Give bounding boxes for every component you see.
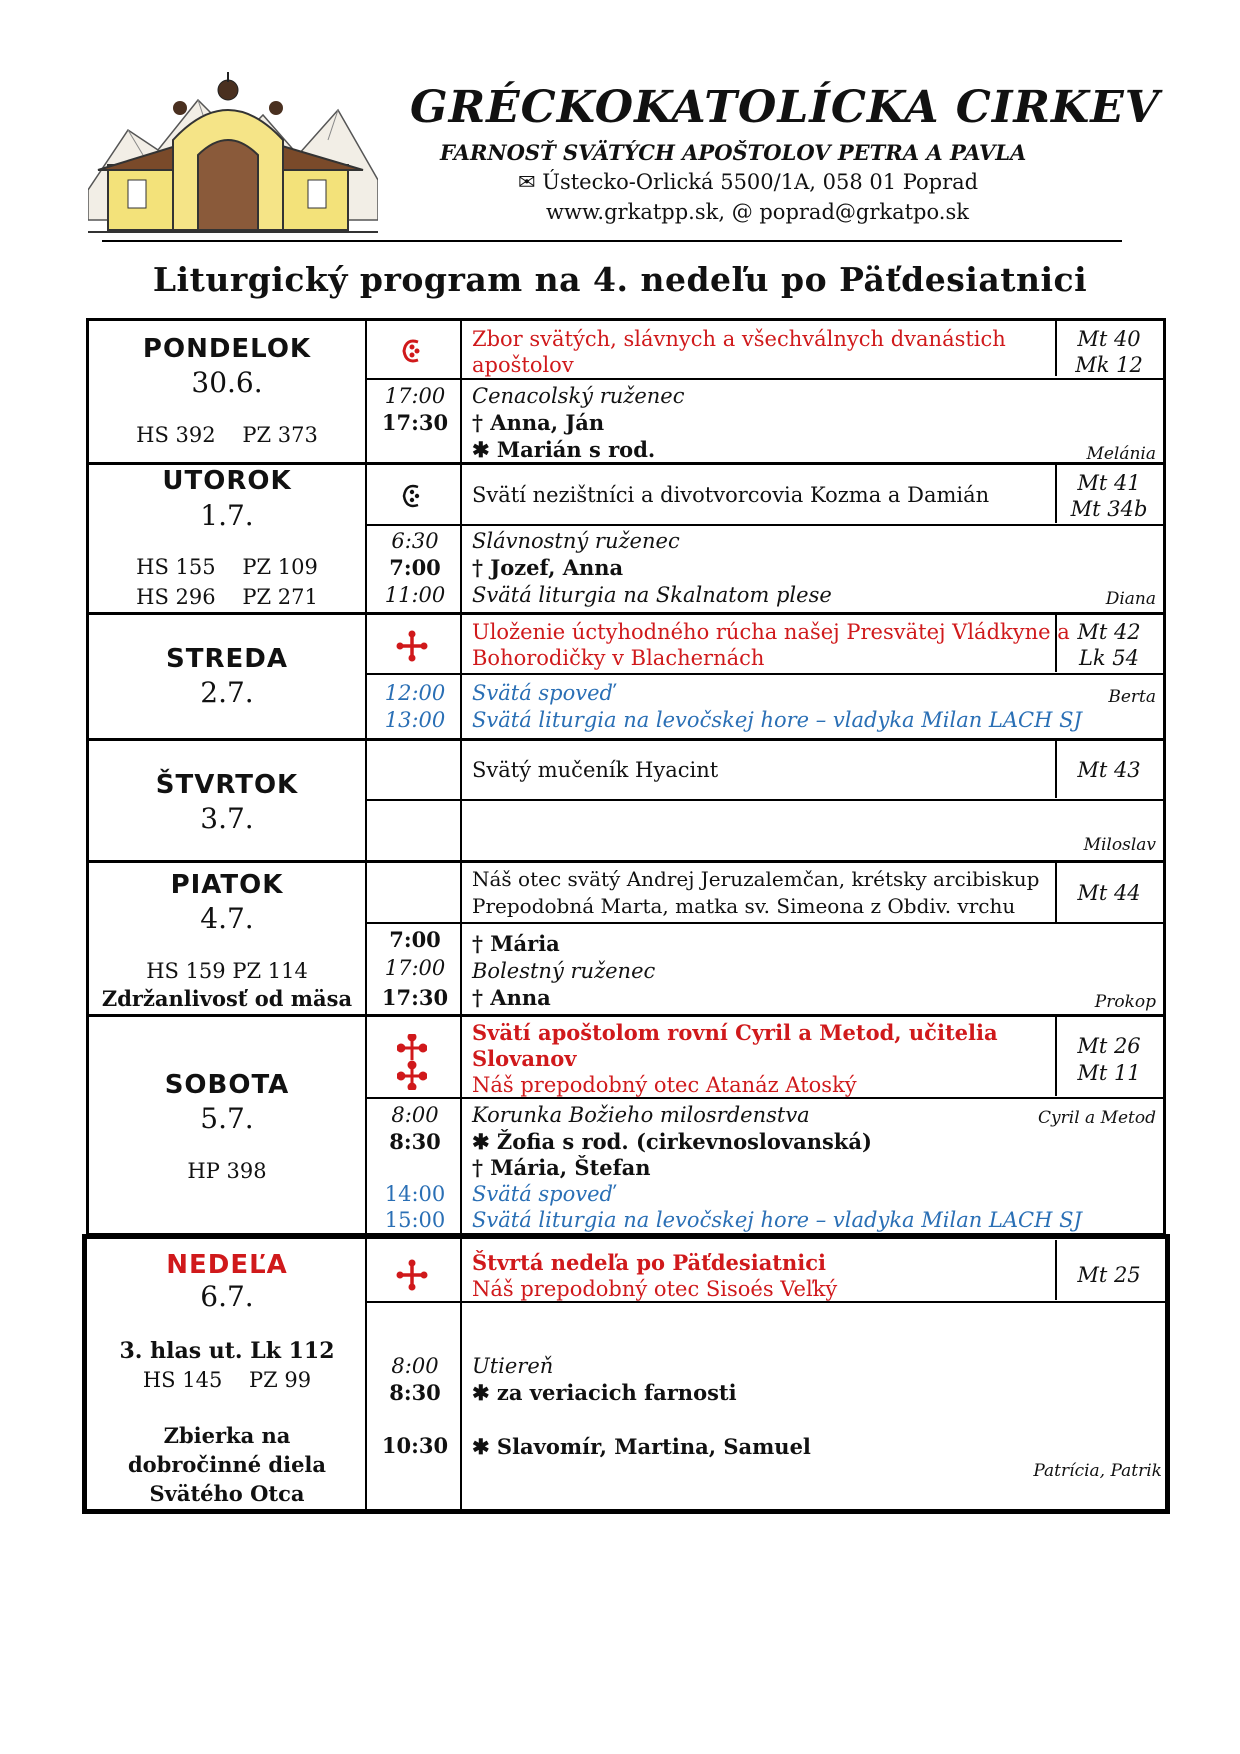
service-item: Cenacolský ruženec [472,384,685,408]
service-time: 8:00 [391,1354,439,1378]
feast-title: Zbor svätých, slávnych a všechválnych dvanástich [472,327,1006,351]
day-date: 5.7. [200,1102,254,1135]
service-item: Svätá spoveď [472,1182,614,1206]
service-item: Svätá liturgia na levočskej hore – vladyka Milan LACH SJ [472,1208,1082,1232]
service-item: Svätá spoveď [472,681,614,705]
parish-name: FARNOSŤ SVÄTÝCH APOŠTOLOV PETRA A PAVLA [440,140,1027,165]
column-divider [365,318,367,1510]
day-date: 4.7. [200,902,254,935]
feast-symbol-icon [398,481,426,511]
column-divider [1055,464,1057,523]
service-item: Slávnostný ruženec [472,529,680,553]
service-time: 17:30 [381,985,449,1010]
service-item: Utiereň [472,1354,554,1378]
service-item: † Anna, Ján [472,410,605,435]
service-item: Korunka Božieho milosrdenstva [472,1103,810,1127]
feast-title: Svätí apoštolom rovní Cyril a Metod, učitelia [472,1020,998,1045]
reading: Lk 54 [1078,646,1140,670]
row-divider [86,1014,1166,1017]
row-divider [86,738,1166,741]
reading: Mt 41 [1077,471,1141,495]
day-date: 3.7. [200,802,254,835]
row-divider [365,922,1165,924]
service-time: 15:00 [384,1208,446,1232]
day-name: ŠTVRTOK [155,770,299,800]
service-time: 10:30 [381,1433,449,1458]
service-item: ✱ Marián s rod. [472,437,656,462]
service-time: 7:00 [389,927,441,952]
day-name: NEDEĽA [166,1250,288,1280]
nameday: Cyril a Metod [1038,1108,1156,1128]
reading: Mt 26 [1077,1034,1141,1058]
row-divider [86,612,1166,615]
day-date: 2.7. [200,676,254,709]
nameday: Prokop [1094,992,1156,1012]
feast-title: Bohorodičky v Blachernách [472,646,765,670]
web-contact[interactable]: www.grkatpp.sk, @ poprad@grkatpo.sk [546,200,969,224]
hymn-numbers: HS 155 PZ 109 [136,555,318,579]
service-item: Bolestný ruženec [472,959,656,983]
day-name: PONDELOK [142,334,312,364]
feast-title: Štvrtá nedeľa po Päťdesiatnici [472,1250,827,1275]
collection-note: Svätého Otca [149,1481,305,1506]
reading: Mt 34b [1070,497,1148,521]
day-name: PIATOK [170,870,284,900]
row-divider [365,673,1165,675]
service-time: 17:00 [384,956,446,980]
church-logo [88,70,378,238]
service-item: Svätá liturgia na Skalnatom plese [472,583,832,607]
feast-title: Náš prepodobný otec Atanáz Atoský [472,1073,857,1097]
service-item: ✱ Žofia s rod. (cirkevnoslovanská) [472,1129,872,1154]
nameday: Melánia [1086,444,1156,464]
feast-symbol-icon [398,336,426,366]
service-item: † Jozef, Anna [472,555,624,580]
row-divider [365,378,1165,380]
row-divider [365,524,1165,526]
service-item: † Anna [472,985,551,1010]
nameday: Patrícia, Patrik [1033,1461,1162,1481]
cross-icon [396,630,428,662]
feast-title: Svätí nezištníci a divotvorcovia Kozma a Damián [472,483,990,507]
column-divider [460,318,462,1510]
service-item: † Mária, Štefan [472,1155,651,1180]
fast-note: Zdržanlivosť od mäsa [101,986,353,1011]
hymn-numbers: HS 296 PZ 271 [136,585,318,609]
day-name: STREDA [166,644,288,674]
service-time: 11:00 [384,583,446,607]
day-date: 1.7. [200,499,254,532]
reading: Mt 43 [1077,758,1141,782]
service-time: 7:00 [389,555,441,580]
day-date: 6.7. [200,1280,254,1313]
service-time: 14:00 [384,1182,446,1206]
nameday: Diana [1105,589,1156,609]
feast-title: Náš prepodobný otec Sisoés Veľký [472,1277,838,1301]
service-item: Svätá liturgia na levočskej hore – vladyka Milan LACH SJ [472,708,1082,732]
collection-note: dobročinné diela [127,1452,327,1477]
feast-title: Prepodobná Marta, matka sv. Simeona z Obdiv. vrchu [472,894,1016,918]
row-divider [365,799,1165,801]
address: ✉ Ústecko-Orlická 5500/1A, 058 01 Poprad [518,170,979,194]
service-time: 13:00 [384,708,446,732]
service-time: 17:00 [384,384,446,408]
hymn-numbers: HP 398 [187,1159,267,1183]
column-divider [1055,1240,1057,1300]
feast-title: Uloženie úctyhodného rúcha našej Presvätej Vládkyne a [472,620,1070,644]
column-divider [1055,740,1057,798]
reading: Mt 11 [1077,1061,1141,1085]
reading: Mt 40 [1077,327,1141,351]
double-cross-icon [397,1034,427,1090]
service-item: † Mária [472,931,560,956]
reading: Mt 25 [1077,1263,1141,1287]
feast-title: Náš otec svätý Andrej Jeruzalemčan, krétsky arcibiskup [472,867,1040,891]
column-divider [1055,862,1057,922]
feast-title: apoštolov [472,353,574,377]
hymn-numbers: HS 392 PZ 373 [136,423,318,447]
column-divider [1055,1016,1057,1096]
header-divider [102,240,1122,242]
day-name: UTOROK [162,466,292,496]
church-name: GRÉCKOKATOLÍCKA CIRKEV [410,82,1160,133]
nameday: Miloslav [1083,835,1156,855]
nameday: Berta [1108,687,1156,707]
reading: Mt 44 [1077,881,1141,905]
feast-title: Slovanov [472,1046,577,1071]
page-title: Liturgický program na 4. nedeľu po Päťdesiatnici [152,260,1088,299]
hymn-numbers: HS 159 PZ 114 [146,959,308,983]
service-time: 6:30 [391,529,439,553]
column-divider [1055,320,1057,376]
day-name: SOBOTA [164,1070,290,1100]
feast-title: Svätý mučeník Hyacint [472,758,719,782]
hymn-numbers: HS 145 PZ 99 [142,1368,312,1392]
service-time: 17:30 [381,410,449,435]
reading: Mk 12 [1075,353,1143,377]
service-time: 12:00 [384,681,446,705]
service-item: ✱ Slavomír, Martina, Samuel [472,1434,811,1459]
collection-note: Zbierka na [163,1423,291,1448]
cross-icon [396,1259,428,1291]
service-time: 8:00 [391,1103,439,1127]
row-divider [86,860,1166,863]
tone-note: 3. hlas ut. Lk 112 [119,1338,335,1364]
service-item: ✱ za veriacich farnosti [472,1380,737,1405]
reading: Mt 42 [1077,620,1141,644]
service-time: 8:30 [389,1129,441,1154]
service-time: 8:30 [389,1380,441,1405]
day-date: 30.6. [191,366,263,399]
